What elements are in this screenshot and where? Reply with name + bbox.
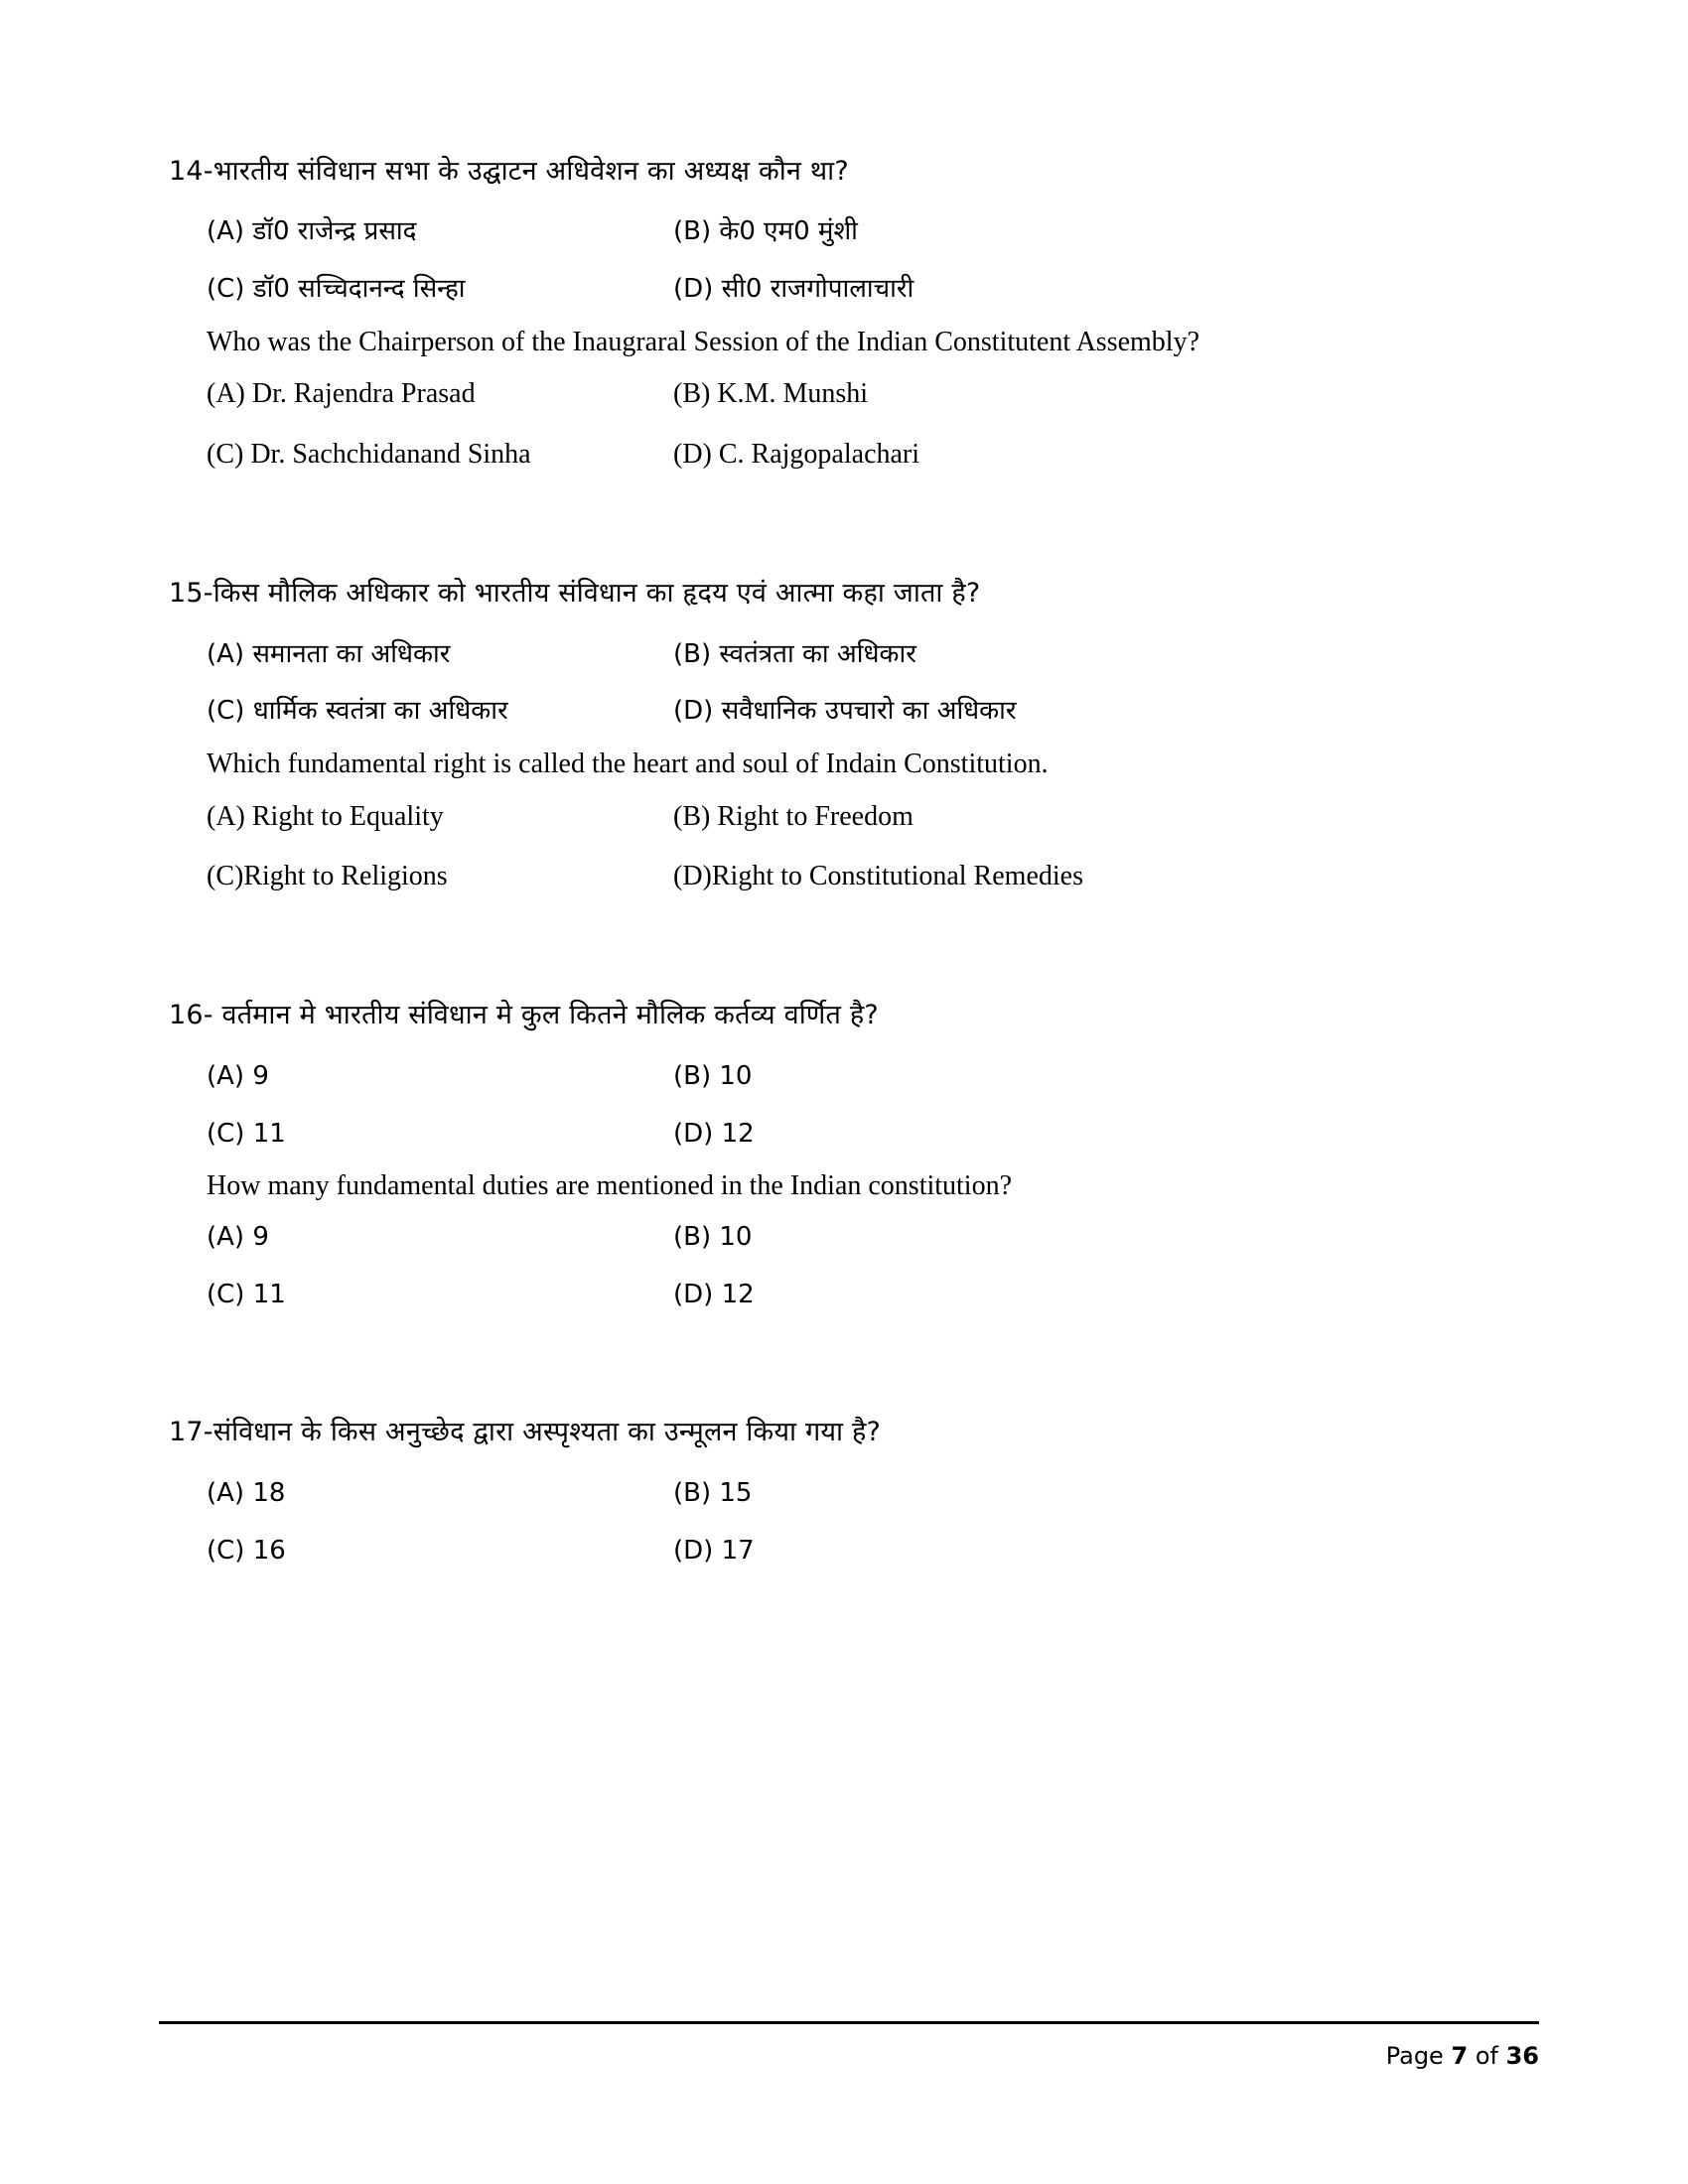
- page-label-prefix: Page: [1385, 2042, 1444, 2070]
- option-d-english[interactable]: (D) C. Rajgopalachari: [673, 438, 920, 470]
- question-number: 15-: [169, 578, 213, 610]
- question-block-17: [169, 1415, 1539, 1568]
- option-d-english[interactable]: (D) 12: [673, 1279, 755, 1309]
- options-hindi: [207, 1477, 1539, 1569]
- option-d-english[interactable]: (D)Right to Constitutional Remedies: [673, 861, 1083, 892]
- option-b-english[interactable]: (B) Right to Freedom: [673, 800, 914, 832]
- option-a-hindi[interactable]: (A) डॉ0 राजेन्द्र प्रसाद: [207, 216, 417, 247]
- option-b-hindi[interactable]: (B) 15: [673, 1477, 753, 1508]
- question-text-hindi: किस मौलिक अधिकार को भारतीय संविधान का हृदय एवं आत्मा कहा जाता है?: [212, 578, 981, 610]
- option-row: [207, 1535, 1539, 1569]
- option-b-english[interactable]: (B) 10: [673, 1221, 753, 1252]
- question-block-16: [169, 998, 1539, 1311]
- question-stem-english: Who was the Chairperson of the Inaugraral Session of the Indian Constitutent Assembly?: [207, 327, 1200, 358]
- options-english: [207, 1221, 1539, 1312]
- spacer: [169, 1371, 1539, 1415]
- question-block-14: [169, 154, 1539, 473]
- page-number-value: 7: [1451, 2042, 1469, 2070]
- option-row: [207, 859, 1539, 894]
- question-stem-hindi: [169, 576, 1539, 612]
- options-english: [207, 799, 1539, 895]
- option-row: [207, 1279, 1539, 1312]
- option-b-english[interactable]: (B) K.M. Munshi: [673, 378, 869, 410]
- options-hindi: [207, 215, 1539, 307]
- option-row: [207, 273, 1539, 307]
- option-d-hindi[interactable]: (D) सवैधानिक उपचारो का अधिकार: [673, 696, 1017, 727]
- options-english: [207, 376, 1539, 473]
- question-text-hindi: वर्तमान मे भारतीय संविधान मे कुल कितने मौलिक कर्तव्य वर्णित है?: [212, 1000, 879, 1031]
- question-stem-english: How many fundamental duties are mentioned in the Indian constitution?: [207, 1170, 1013, 1202]
- question-list: [169, 154, 1539, 1627]
- option-row: [207, 1060, 1539, 1094]
- options-hindi: [207, 638, 1539, 730]
- option-row: [207, 215, 1539, 249]
- option-c-hindi[interactable]: (C) डॉ0 सच्चिदानन्द सिन्हा: [207, 274, 466, 305]
- question-text-hindi: संविधान के किस अनुच्छेद द्वारा अस्पृश्यता का उन्मूलन किया गया है?: [212, 1417, 882, 1448]
- page-footer: [159, 2021, 1539, 2070]
- question-stem-hindi: [169, 154, 1539, 190]
- question-number: 17-: [169, 1417, 213, 1448]
- option-c-hindi[interactable]: (C) 11: [207, 1118, 286, 1149]
- option-row: [207, 1477, 1539, 1511]
- option-b-hindi[interactable]: (B) स्वतंत्रता का अधिकार: [673, 638, 916, 669]
- option-c-english[interactable]: (C)Right to Religions: [207, 861, 448, 892]
- option-d-hindi[interactable]: (D) 17: [673, 1535, 755, 1566]
- question-stem-hindi: [169, 1415, 1539, 1450]
- spacer: [169, 532, 1539, 576]
- question-number: 14-: [169, 156, 213, 187]
- option-c-hindi[interactable]: (C) 16: [207, 1535, 286, 1566]
- option-a-english[interactable]: (A) 9: [207, 1221, 269, 1252]
- question-number: 16-: [169, 1000, 213, 1031]
- options-hindi: [207, 1060, 1539, 1152]
- option-row: [207, 799, 1539, 835]
- option-d-hindi[interactable]: (D) 12: [673, 1118, 755, 1149]
- option-a-hindi[interactable]: (A) 18: [207, 1477, 286, 1508]
- question-block-15: [169, 576, 1539, 894]
- option-a-english[interactable]: (A) Dr. Rajendra Prasad: [207, 378, 476, 410]
- option-c-english[interactable]: (C) 11: [207, 1279, 286, 1309]
- option-a-hindi[interactable]: (A) समानता का अधिकार: [207, 638, 451, 669]
- question-text-hindi: भारतीय संविधान सभा के उद्घाटन अधिवेशन का अध्यक्ष कौन था?: [212, 156, 849, 187]
- option-c-hindi[interactable]: (C) धार्मिक स्वतंत्रा का अधिकार: [207, 696, 508, 727]
- page-total-value: 36: [1505, 2042, 1539, 2070]
- option-row: [207, 437, 1539, 473]
- page-label-middle: of: [1475, 2042, 1498, 2070]
- question-stem-english: Which fundamental right is called the heart and soul of Indain Constitution.: [207, 749, 1049, 780]
- option-row: [207, 376, 1539, 412]
- option-row: [207, 638, 1539, 672]
- option-c-english[interactable]: (C) Dr. Sachchidanand Sinha: [207, 438, 531, 470]
- spacer: [169, 954, 1539, 998]
- option-row: [207, 1118, 1539, 1152]
- option-a-english[interactable]: (A) Right to Equality: [207, 800, 444, 832]
- option-d-hindi[interactable]: (D) सी0 राजगोपालाचारी: [673, 274, 914, 305]
- option-b-hindi[interactable]: (B) के0 एम0 मुंशी: [673, 216, 858, 247]
- option-row: [207, 1221, 1539, 1255]
- question-stem-hindi: [169, 998, 1539, 1033]
- option-a-hindi[interactable]: (A) 9: [207, 1060, 269, 1091]
- option-row: [207, 695, 1539, 729]
- option-b-hindi[interactable]: (B) 10: [673, 1060, 753, 1091]
- page-number-label: [159, 2024, 1539, 2070]
